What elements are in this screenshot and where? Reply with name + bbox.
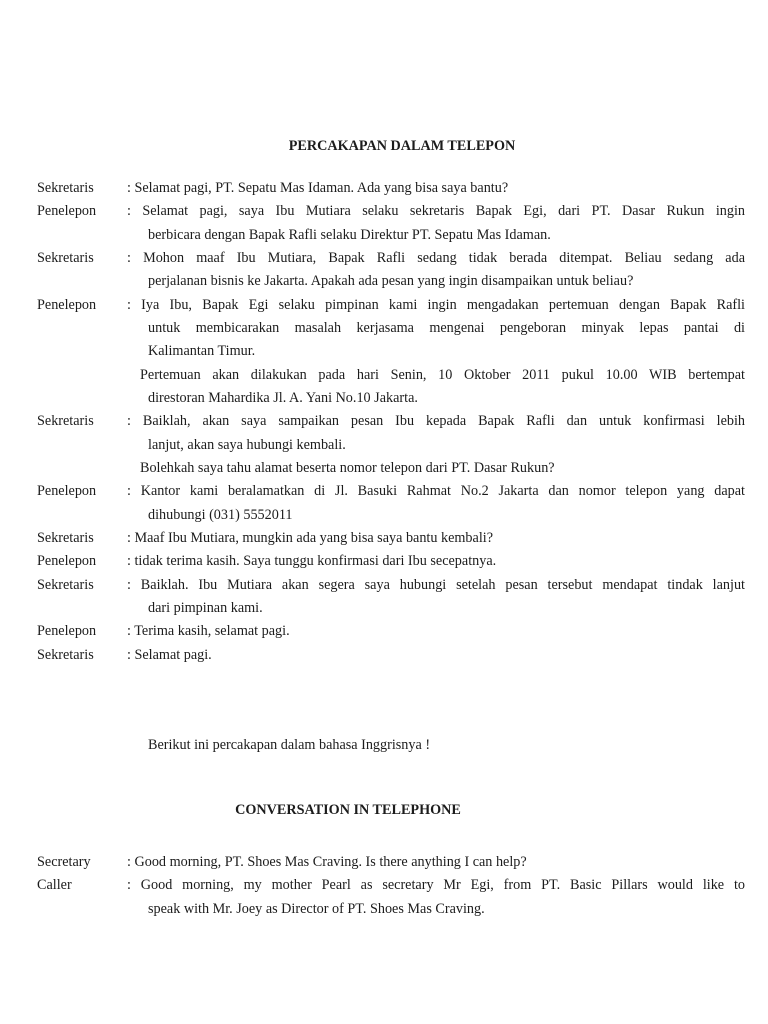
dialog-line-text: : Kantor kami beralamatkan di Jl. Basuki Rahmat No.2 Jakarta dan nomor telepon yang dapat [127,483,745,500]
dialog-line-text: : Maaf Ibu Mutiara, mungkin ada yang bisa saya bantu kembali? [127,529,494,546]
dialog-row [37,550,745,573]
speaker-label [37,270,127,293]
speaker-label: Sekretaris [37,249,94,266]
dialog-row [37,317,745,340]
dialog-line-text: : Iya Ibu, Bapak Egi selaku pimpinan kami ingin mengadakan pertemuan dengan Bapak Rafli [127,296,745,313]
dialog-row [37,434,745,457]
dialog-line-text: : Selamat pagi, saya Ibu Mutiara selaku sekretaris Bapak Egi, dari PT. Dasar Rukun ingin [127,203,745,220]
speaker-label [37,387,127,410]
dialog-line-text: direstoran Mahardika Jl. A. Yani No.10 Jakarta. [148,389,418,406]
dialog-row [37,874,745,897]
dialog-row [37,247,745,270]
dialog-line-text: : Good morning, my mother Pearl as secretary Mr Egi, from PT. Basic Pillars would like to [127,877,745,894]
speaker-label: Sekretaris [37,413,94,430]
speaker-label: Penelepon [37,203,97,220]
dialog-row [37,504,745,527]
dialog-line-text: speak with Mr. Joey as Director of PT. Shoes Mas Craving. [148,900,485,917]
dialog-row [37,270,745,293]
dialog-row [37,200,745,223]
dialog-line-text: Pertemuan akan dilakukan pada hari Senin, 10 Oktober 2011 pukul 10.00 WIB bertempat [140,366,745,383]
dialog-row [37,294,745,317]
dialog-english [37,851,745,921]
document-title-english: CONVERSATION IN TELEPHONE [235,802,461,818]
dialog-row [37,851,745,874]
speaker-label [37,317,127,340]
dialog-line-text: : Selamat pagi, PT. Sepatu Mas Idaman. Ada yang bisa saya bantu? [127,180,509,196]
document-title-indonesian: PERCAKAPAN DALAM TELEPON [288,138,516,154]
speaker-label: Sekretaris [37,529,94,546]
speaker-label: Penelepon [37,296,97,313]
speaker-label: Secretary [37,854,91,870]
dialog-row [37,527,745,550]
speaker-label [37,434,127,457]
dialog-line-text: untuk membicarakan masalah kerjasama mengenai pengeboran minyak lepas pantai di [148,319,745,336]
dialog-line-text: dihubungi (031) 5552011 [148,506,293,523]
dialog-line-text: Kalimantan Timur. [148,343,256,360]
dialog-row [37,387,745,410]
dialog-line-text: : Selamat pagi. [127,646,212,663]
dialog-line-text: perjalanan bisnis ke Jakarta. Apakah ada pesan yang ingin disampaikan untuk beliau? [148,273,634,290]
speaker-label [37,504,127,527]
speaker-label: Caller [37,877,72,894]
speaker-label: Penelepon [37,483,97,500]
dialog-row [37,364,745,387]
dialog-indonesian [37,177,745,667]
speaker-label: Penelepon [37,623,97,640]
dialog-line-text: : Mohon maaf Ibu Mutiara, Bapak Rafli sedang tidak berada ditempat. Beliau sedang ada [127,249,745,266]
dialog-line-text: : Baiklah. Ibu Mutiara akan segera saya hubungi setelah pesan tersebut mendapat tindak lanjut [127,576,745,593]
dialog-line-text: : Baiklah, akan saya sampaikan pesan Ibu kepada Bapak Rafli dan untuk konfirmasi lebih [127,413,745,430]
dialog-line-text: berbicara dengan Bapak Rafli selaku Direktur PT. Sepatu Mas Idaman. [148,226,551,243]
speaker-label [37,340,127,363]
dialog-line-text: dari pimpinan kami. [148,599,263,616]
dialog-row [37,340,745,363]
dialog-line-text: Bolehkah saya tahu alamat beserta nomor telepon dari PT. Dasar Rukun? [140,459,555,476]
dialog-row [37,410,745,433]
dialog-line-text: lanjut, akan saya hubungi kembali. [148,436,346,453]
speaker-label: Sekretaris [37,646,94,663]
transition-note: Berikut ini percakapan dalam bahasa Inggrisnya ! [148,737,431,753]
speaker-label [37,898,127,921]
dialog-row [37,620,745,643]
speaker-label [37,224,127,247]
dialog-row [37,898,745,921]
dialog-line-text: : Terima kasih, selamat pagi. [127,623,290,640]
dialog-row [37,480,745,503]
speaker-label [37,597,127,620]
dialog-row [37,457,745,480]
dialog-row [37,574,745,597]
dialog-row [37,224,745,247]
dialog-row [37,644,745,667]
speaker-label: Sekretaris [37,180,94,196]
dialog-line-text: : Good morning, PT. Shoes Mas Craving. Is there anything I can help? [127,854,527,870]
dialog-row [37,597,745,620]
speaker-label [37,457,127,480]
speaker-label [37,364,127,387]
speaker-label: Sekretaris [37,576,94,593]
speaker-label: Penelepon [37,553,97,570]
dialog-row [37,177,745,200]
dialog-line-text: : tidak terima kasih. Saya tunggu konfirmasi dari Ibu secepatnya. [127,553,497,570]
